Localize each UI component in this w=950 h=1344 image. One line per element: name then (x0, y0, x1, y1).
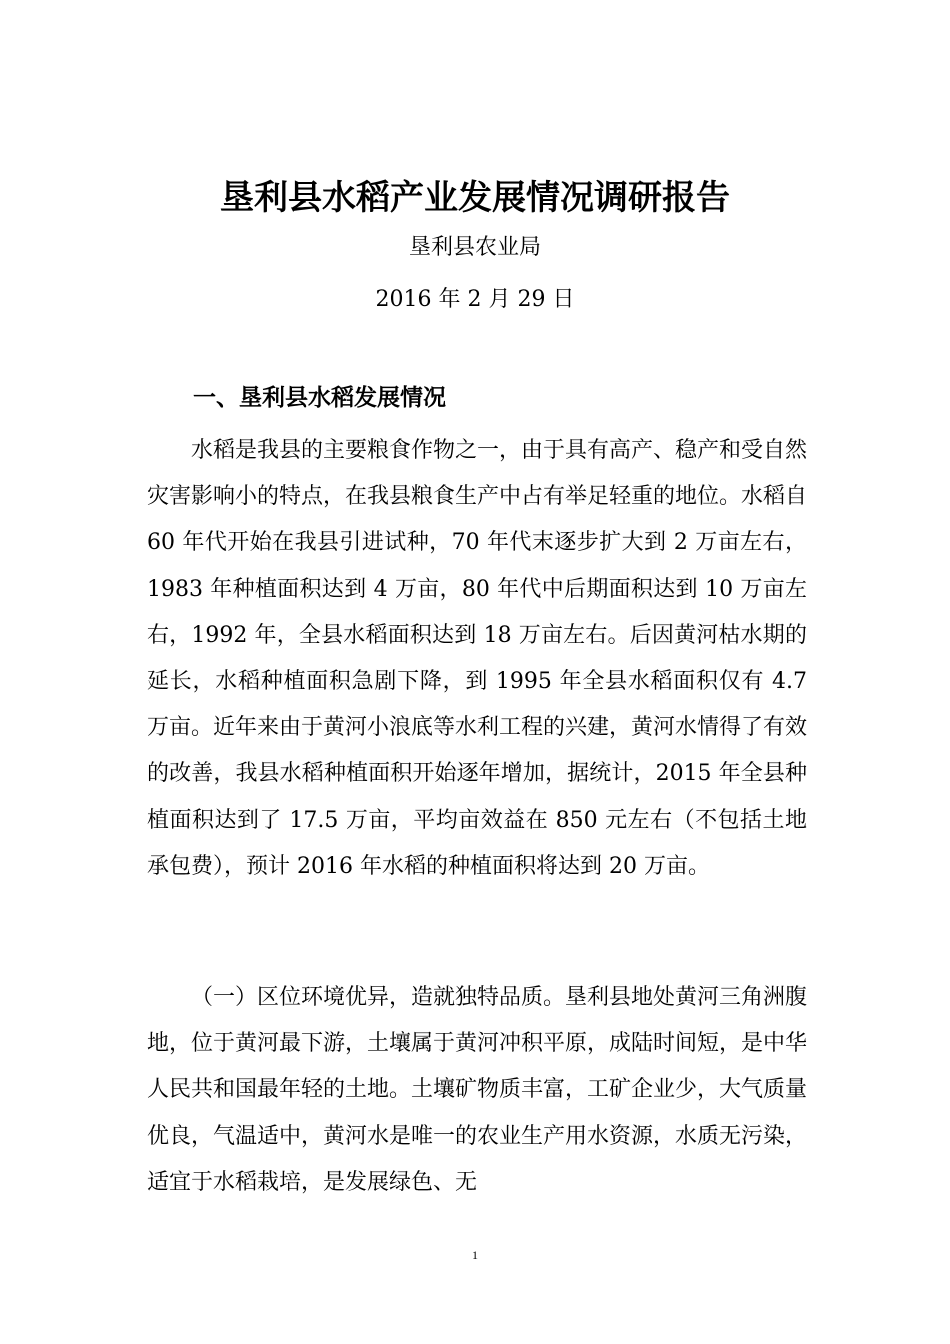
page-number: 1 (472, 1248, 478, 1262)
document-title: 垦利县水稻产业发展情况调研报告 (220, 178, 730, 218)
body-paragraph: 水稻是我县的主要粮食作物之一，由于具有高产、稳产和受自然灾害影响小的特点，在我县粮食生产中占有举足轻重的地位。水稻自 60 年代开始在我县引进试种，70 年代末逐步扩大到 2 万亩左右，1983 年种植面积达到 4 万亩，80 年代中后期面积达到 10 万亩左右，1992 年，全县水稻面积达到 18 万亩左右。后因黄河枯水期的延长，水稻种植面积急剧下降，到 1995 年全县水稻面积仅有 4.7 万亩。近年来由于黄河小浪底等水利工程的兴建，黄河水情得了有效的改善，我县水稻种植面积开始逐年增加，据统计，2015 年全县种植面积达到了 17.5 万亩，平均亩效益在 850 元左右（不包括土地承包费），预计 2016 年水稻的种植面积将达到 20 万亩。 (147, 438, 808, 879)
document-date: 2016 年 2 月 29 日 (375, 287, 575, 312)
section-heading: 一、垦利县水稻发展情况 (193, 385, 446, 411)
document-author: 垦利县农业局 (408, 235, 541, 260)
body-paragraph: （一）区位环境优异，造就独特品质。垦利县地处黄河三角洲腹地，位于黄河最下游，土壤属于黄河冲积平原，成陆时间短，是中华人民共和国最年轻的土地。土壤矿物质丰富，工矿企业少，大气质量优良，气温适中，黄河水是唯一的农业生产用水资源，水质无污染，适宜于水稻栽培，是发展绿色、无 (147, 985, 808, 1195)
